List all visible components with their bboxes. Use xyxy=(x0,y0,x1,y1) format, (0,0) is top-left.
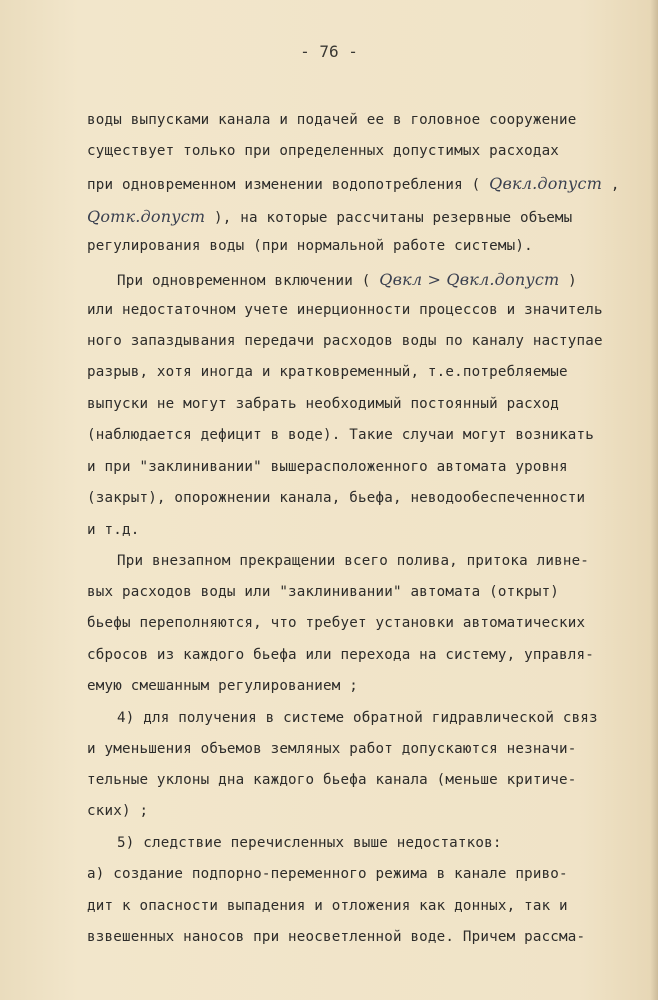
text-line: При внезапном прекращении всего полива, притока ливне- xyxy=(117,553,590,569)
text-line: 5) следствие перечисленных выше недостатков: xyxy=(117,835,502,851)
handwritten-formula: Qвкл.допуст xyxy=(489,174,603,193)
text-line: (закрыт), опорожнении канала, бьефа, неводообеспеченности xyxy=(87,490,586,506)
text-line: 4) для получения в системе обратной гидравлической связ xyxy=(117,710,598,726)
text-line: и при "заклинивании" вышерасположенного автомата уровня xyxy=(87,459,568,475)
text-line: бьефы переполняются, что требует установки автоматических xyxy=(87,615,586,631)
text-segment: ), на которые рассчитаны резервные объемы xyxy=(205,210,573,226)
text-line: регулирования воды (при нормальной работе системы). xyxy=(87,238,533,254)
text-line: взвешенных наносов при неосветленной воде. Причем рассма- xyxy=(87,929,586,945)
text-line xyxy=(87,207,572,226)
text-line: сбросов из каждого бьефа или перехода на систему, управля- xyxy=(87,647,595,663)
text-line: (наблюдается дефицит в воде). Такие случаи могут возникать xyxy=(87,427,595,443)
handwritten-formula: Qвкл > Qвкл.допуст xyxy=(379,270,560,289)
text-segment: , xyxy=(602,177,620,193)
text-segment: ) xyxy=(559,273,577,289)
text-line: воды выпусками канала и подачей ее в головное сооружение xyxy=(87,112,577,128)
text-line: и т.д. xyxy=(87,522,140,538)
text-line: ских) ; xyxy=(87,803,149,819)
text-line xyxy=(87,174,620,193)
text-line: существует только при определенных допустимых расходах xyxy=(87,143,560,159)
text-line: выпуски не могут забрать необходимый постоянный расход xyxy=(87,396,560,412)
page-number: - 76 - xyxy=(300,42,358,61)
text-line xyxy=(117,270,577,289)
handwritten-formula: Qотк.допуст xyxy=(87,207,206,226)
text-line: емую смешанным регулированием ; xyxy=(87,678,358,694)
text-line: или недостаточном учете инерционности процессов и значитель xyxy=(87,302,603,318)
text-line: ного запаздывания передачи расходов воды по каналу наступае xyxy=(87,333,603,349)
text-line: вых расходов воды или "заклинивании" автомата (открыт) xyxy=(87,584,560,600)
text-line: разрыв, хотя иногда и кратковременный, т.е.потребляемые xyxy=(87,364,568,380)
text-line: тельные уклоны дна каждого бьефа канала (меньше критиче- xyxy=(87,772,577,788)
text-line: а) создание подпорно-переменного режима в канале приво- xyxy=(87,866,568,882)
page-edge-shadow xyxy=(650,0,658,1000)
text-line: дит к опасности выпадения и отложения как донных, так и xyxy=(87,898,568,914)
text-segment: при одновременном изменении водопотребления ( xyxy=(87,177,490,193)
text-line: и уменьшения объемов земляных работ допускаются незначи- xyxy=(87,741,577,757)
text-segment: При одновременном включении ( xyxy=(117,273,380,289)
